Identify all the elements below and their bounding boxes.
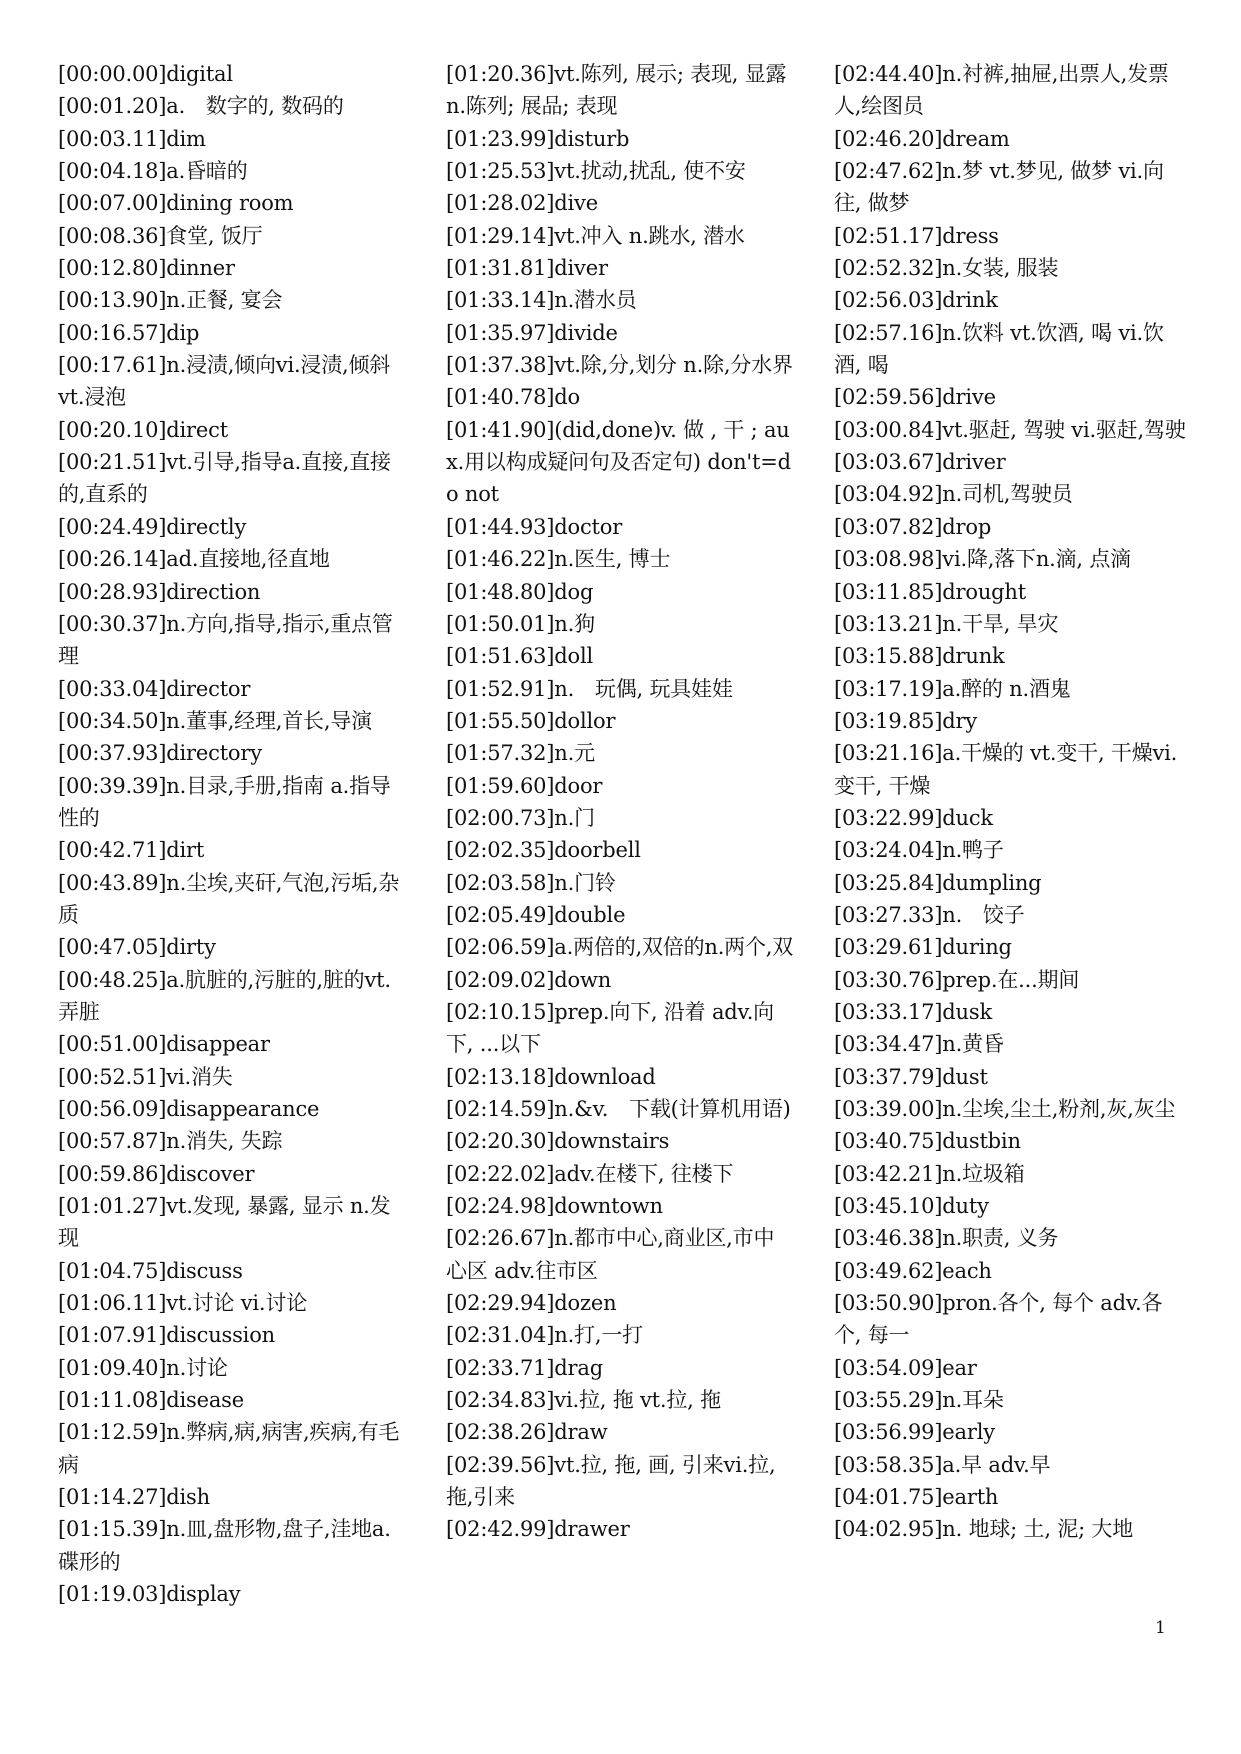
vocab-entry: [03:40.75]dustbin: [834, 1129, 1021, 1154]
vocab-entry: [00:00.00]digital: [58, 62, 233, 86]
vocab-entry: [03:33.17]dusk: [834, 999, 992, 1024]
vocab-entry: [01:57.32]n.元: [446, 741, 595, 766]
vocab-entry: [00:07.00]dining room: [58, 191, 294, 216]
vocab-entry: [03:50.90]pron.各个, 每个 adv.各个, 每一: [834, 1291, 1163, 1348]
vocab-entry: [00:30.37]n.方向,指导,指示,重点管理: [58, 611, 393, 669]
vocab-entry: [03:22.99]duck: [834, 805, 993, 830]
vocab-entry: [02:59.56]drive: [834, 385, 996, 410]
vocab-entry: [01:07.91]discussion: [58, 1323, 275, 1348]
vocab-entry: [01:35.97]divide: [446, 320, 618, 345]
vocab-entry: [01:51.63]doll: [446, 644, 594, 669]
vocab-entry: [00:17.61]n.浸渍,倾向vi.浸渍,倾斜 vt.浸泡: [58, 353, 391, 410]
vocab-entry: [02:31.04]n.打,一打: [446, 1323, 643, 1348]
vocab-entry: [01:41.90](did,done)v. 做 , 干 ; aux.用以构成疑问句及否定句) don't=do not: [446, 417, 791, 507]
vocab-entry: [03:30.76]prep.在...期间: [834, 967, 1080, 992]
vocab-entry: [01:44.93]doctor: [446, 514, 623, 539]
vocab-entry: [02:09.02]down: [446, 967, 612, 992]
vocab-entry: [00:03.11]dim: [58, 126, 206, 151]
vocab-entry: [02:39.56]vt.拉, 拖, 画, 引来vi.拉,拖,引来: [446, 1452, 776, 1510]
vocab-entry: [03:21.16]a.干燥的 vt.变干, 干燥vi.变干, 干燥: [834, 741, 1178, 798]
vocab-entry: [02:05.49]double: [446, 902, 626, 927]
vocab-entry: [02:38.26]draw: [446, 1420, 608, 1445]
vocab-entry: [03:27.33]n. 饺子: [834, 902, 1025, 927]
vocab-entry: [02:42.99]drawer: [446, 1517, 630, 1542]
vocab-entry: [03:54.09]ear: [834, 1355, 977, 1380]
vocab-entry: [00:28.93]direction: [58, 579, 261, 604]
vocab-entry: [01:06.11]vt.讨论 vi.讨论: [58, 1291, 308, 1316]
vocab-entry: [01:52.91]n. 玩偶, 玩具娃娃: [446, 676, 733, 701]
vocab-entry: [03:34.47]n.黄昏: [834, 1032, 1004, 1057]
vocab-entry: [02:29.94]dozen: [446, 1291, 617, 1316]
vocab-entry: [01:31.81]diver: [446, 256, 608, 281]
vocab-entry: [00:56.09]disappearance: [58, 1097, 320, 1121]
vocab-entry: [03:07.82]drop: [834, 514, 992, 539]
page-number: 1: [1155, 1618, 1166, 1638]
vocab-entry: [00:34.50]n.董事,经理,首长,导演: [58, 708, 372, 733]
vocab-entry: [03:55.29]n.耳朵: [834, 1388, 1004, 1413]
vocab-entry: [02:13.18]download: [446, 1064, 656, 1089]
vocab-entry: [02:03.58]n.门铃: [446, 870, 616, 895]
vocab-entry: [03:13.21]n.干旱, 旱灾: [834, 611, 1059, 636]
vocab-entry: [01:40.78]do: [446, 385, 580, 410]
column-2: [446, 58, 794, 1546]
column-3: [834, 58, 1188, 1546]
vocab-entry: [00:13.90]n.正餐, 宴会: [58, 288, 283, 313]
vocab-entry: [03:56.99]early: [834, 1420, 995, 1445]
vocab-entry: [01:50.01]n.狗: [446, 611, 595, 636]
vocab-entry: [00:51.00]disappear: [58, 1032, 270, 1057]
vocab-entry: [00:42.71]dirt: [58, 838, 205, 863]
vocab-entry: [02:52.32]n.女装, 服装: [834, 256, 1059, 281]
vocab-entry: [02:56.03]drink: [834, 288, 998, 313]
vocab-entry: [00:24.49]directly: [58, 514, 247, 539]
vocab-entry: [00:26.14]ad.直接地,径直地: [58, 547, 330, 572]
vocab-entry: [01:09.40]n.讨论: [58, 1355, 228, 1380]
vocab-entry: [01:59.60]door: [446, 773, 603, 798]
vocab-entry: [02:51.17]dress: [834, 223, 999, 248]
vocab-entry: [01:37.38]vt.除,分,划分 n.除,分水界: [446, 353, 793, 378]
vocab-entry: [01:20.36]vt.陈列, 展示; 表现, 显露 n.陈列; 展品; 表现: [446, 62, 787, 119]
vocab-entry: [02:14.59]n.&v. 下载(计算机用语): [446, 1097, 791, 1121]
vocab-entry: [00:12.80]dinner: [58, 256, 235, 281]
vocab-entry: [02:57.16]n.饮料 vt.饮酒, 喝 vi.饮酒, 喝: [834, 320, 1164, 378]
vocab-entry: [03:15.88]drunk: [834, 644, 1005, 669]
vocab-entry: [03:17.19]a.醉的 n.酒鬼: [834, 676, 1071, 701]
vocab-entry: [00:08.36]食堂, 饭厅: [58, 223, 263, 248]
column-1: [58, 58, 403, 1611]
vocab-entry: [01:28.02]dive: [446, 191, 598, 216]
vocab-entry: [03:25.84]dumpling: [834, 870, 1042, 895]
vocab-entry: [01:55.50]dollor: [446, 708, 616, 733]
vocab-entry: [00:16.57]dip: [58, 320, 200, 345]
vocab-entry: [01:23.99]disturb: [446, 126, 630, 151]
vocab-entry: [00:04.18]a.昏暗的: [58, 159, 248, 184]
vocab-entry: [00:39.39]n.目录,手册,指南 a.指导性的: [58, 773, 391, 830]
vocab-entry: [01:12.59]n.弊病,病,病害,疾病,有毛病: [58, 1420, 400, 1477]
vocab-entry: [03:45.10]duty: [834, 1194, 989, 1219]
vocab-entry: [03:19.85]dry: [834, 708, 978, 733]
vocab-entry: [00:47.05]dirty: [58, 935, 216, 960]
vocab-entry: [01:46.22]n.医生, 博士: [446, 547, 671, 572]
vocab-entry: [00:33.04]director: [58, 676, 251, 701]
vocab-entry: [03:39.00]n.尘埃,尘土,粉剂,灰,灰尘: [834, 1097, 1176, 1121]
vocab-entry: [02:34.83]vi.拉, 拖 vt.拉, 拖: [446, 1388, 721, 1413]
vocab-entry: [00:43.89]n.尘埃,夹矸,气泡,污垢,杂质: [58, 870, 400, 927]
vocab-entry: [01:15.39]n.皿,盘形物,盘子,洼地a.碟形的: [58, 1517, 391, 1574]
vocab-entry: [01:33.14]n.潜水员: [446, 288, 637, 313]
vocab-entry: [00:21.51]vt.引导,指导a.直接,直接的,直系的: [58, 450, 391, 507]
vocab-entry: [02:46.20]dream: [834, 126, 1010, 151]
vocab-entry: [03:11.85]drought: [834, 579, 1026, 604]
vocab-entry: [03:29.61]during: [834, 935, 1012, 960]
vocab-entry: [02:44.40]n.衬裤,抽屉,出票人,发票人,绘图员: [834, 62, 1169, 119]
vocab-entry: [03:03.67]driver: [834, 450, 1006, 475]
vocab-entry: [02:22.02]adv.在楼下, 往楼下: [446, 1161, 734, 1186]
vocab-entry: [03:00.84]vt.驱赶, 驾驶 vi.驱赶,驾驶: [834, 417, 1186, 442]
vocab-entry: [01:19.03]display: [58, 1582, 241, 1607]
vocab-entry: [02:02.35]doorbell: [446, 838, 641, 863]
vocab-entry: [02:24.98]downtown: [446, 1194, 663, 1219]
vocab-entry: [03:46.38]n.职责, 义务: [834, 1226, 1059, 1251]
vocab-entry: [00:52.51]vi.消失: [58, 1064, 233, 1089]
vocab-entry: [04:02.95]n. 地球; 土, 泥; 大地: [834, 1517, 1134, 1542]
vocab-entry: [01:29.14]vt.冲入 n.跳水, 潜水: [446, 223, 745, 248]
vocab-entry: [02:47.62]n.梦 vt.梦见, 做梦 vi.向往, 做梦: [834, 159, 1164, 216]
vocab-entry: [03:37.79]dust: [834, 1064, 988, 1089]
vocab-entry: [02:06.59]a.两倍的,双倍的n.两个,双: [446, 935, 794, 960]
vocab-entry: [03:42.21]n.垃圾箱: [834, 1161, 1025, 1186]
vocab-entry: [01:48.80]dog: [446, 579, 594, 604]
vocab-entry: [03:24.04]n.鸭子: [834, 838, 1004, 863]
vocab-entry: [01:04.75]discuss: [58, 1258, 243, 1283]
vocab-entry: [03:49.62]each: [834, 1258, 992, 1283]
vocab-entry: [01:25.53]vt.扰动,扰乱, 使不安: [446, 159, 746, 184]
vocab-entry: [01:11.08]disease: [58, 1388, 244, 1413]
vocab-entry: [02:20.30]downstairs: [446, 1129, 670, 1154]
vocab-entry: [02:10.15]prep.向下, 沿着 adv.向下, ...以下: [446, 999, 774, 1057]
vocab-entry: [00:57.87]n.消失, 失踪: [58, 1129, 283, 1154]
vocab-entry: [00:59.86]discover: [58, 1161, 255, 1186]
vocab-entry: [01:01.27]vt.发现, 暴露, 显示 n.发现: [58, 1194, 391, 1251]
vocab-entry: [00:48.25]a.肮脏的,污脏的,脏的vt.弄脏: [58, 967, 391, 1024]
vocab-entry: [02:00.73]n.门: [446, 805, 595, 830]
vocab-entry: [03:58.35]a.早 adv.早: [834, 1452, 1051, 1477]
vocab-entry: [04:01.75]earth: [834, 1485, 999, 1510]
vocab-entry: [03:04.92]n.司机,驾驶员: [834, 482, 1073, 507]
vocab-entry: [02:26.67]n.都市中心,商业区,市中心区 adv.往市区: [446, 1226, 775, 1283]
vocab-entry: [02:33.71]drag: [446, 1355, 603, 1380]
vocab-entry: [00:20.10]direct: [58, 417, 228, 442]
vocab-entry: [00:01.20]a. 数字的, 数码的: [58, 94, 344, 119]
vocab-entry: [00:37.93]directory: [58, 741, 262, 766]
vocab-entry: [03:08.98]vi.降,落下n.滴, 点滴: [834, 547, 1131, 572]
vocab-entry: [01:14.27]dish: [58, 1485, 210, 1510]
